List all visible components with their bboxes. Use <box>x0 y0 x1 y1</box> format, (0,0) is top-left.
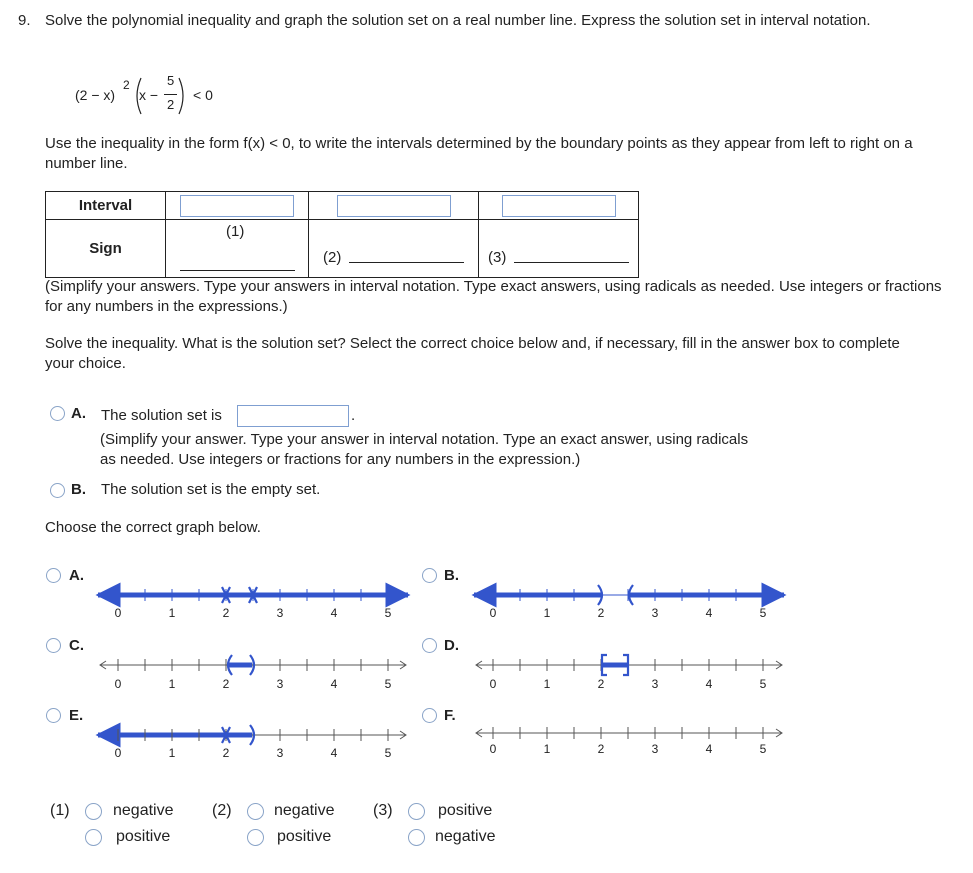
sign-blank-label-1: (1) <box>226 223 245 240</box>
sign-1-positive-radio[interactable] <box>85 829 102 846</box>
inequality-exponent: 2 <box>123 78 130 92</box>
sign-2-positive-radio[interactable] <box>247 829 264 846</box>
graph-b-tick-3: 3 <box>651 606 659 620</box>
choice-a-text: The solution set is <box>101 407 222 424</box>
sign-2-negative-radio[interactable] <box>247 803 264 820</box>
choice-a-letter: A. <box>71 405 86 422</box>
question-prompt: Solve the polynomial inequality and graph the solution set on a real number line. Express the solution set in interval notation. <box>45 12 871 29</box>
graph-f-tick-3: 3 <box>651 742 659 756</box>
graph-e-letter: E. <box>69 707 84 724</box>
sign-group-3-label: (3) <box>373 802 393 819</box>
sign-group-2-label: (2) <box>212 802 232 819</box>
fraction-numerator: 5 <box>167 73 175 88</box>
graph-b-tick-5: 5 <box>759 606 767 620</box>
sign-2-positive-label: positive <box>277 828 332 845</box>
graph-d-tick-4: 4 <box>705 677 713 691</box>
graph-b <box>474 585 784 620</box>
question-number: 9. <box>18 12 31 29</box>
graph-prompt: Choose the correct graph below. <box>45 519 261 536</box>
graph-e-tick-3: 3 <box>276 746 284 760</box>
instruction-solve: Solve the inequality. What is the solution set? Select the correct choice below and, if necessary, fill in the answer box to complete your choice. <box>45 335 900 372</box>
sign-3-positive-label: positive <box>438 802 493 819</box>
graph-c-tick-5: 5 <box>384 677 392 691</box>
graph-b-tick-1: 1 <box>543 606 551 620</box>
graph-f <box>476 727 782 756</box>
graph-b-tick-0: 0 <box>489 606 497 620</box>
graph-e-tick-4: 4 <box>330 746 338 760</box>
graph-e-tick-labels <box>115 746 392 760</box>
sign-3-negative-radio[interactable] <box>408 829 425 846</box>
graph-a-tick-labels <box>115 606 392 620</box>
graph-a-tick-1: 1 <box>168 606 176 620</box>
choice-b-text: The solution set is the empty set. <box>101 481 321 498</box>
graph-a <box>98 587 408 620</box>
inequality-left: (2 − x) <box>75 87 116 103</box>
graph-d-tick-2: 2 <box>597 677 605 691</box>
graph-e-tick-5: 5 <box>384 746 392 760</box>
graph-c-tick-0: 0 <box>114 677 122 691</box>
graph-f-tick-labels <box>490 742 767 756</box>
inequality-relation: < 0 <box>193 87 213 103</box>
graph-b-tick-2: 2 <box>597 606 605 620</box>
sign-1-positive-label: positive <box>116 828 171 845</box>
graph-e-tick-1: 1 <box>168 746 176 760</box>
sign-group-1-label: (1) <box>50 802 70 819</box>
graph-c-tick-1: 1 <box>168 677 176 691</box>
graph-a-tick-0: 0 <box>114 606 122 620</box>
graph-d-tick-labels <box>490 677 767 691</box>
graph-b-tick-4: 4 <box>705 606 713 620</box>
choice-a-period: . <box>351 407 356 424</box>
graph-f-tick-0: 0 <box>489 742 497 756</box>
graph-e-tick-0: 0 <box>114 746 122 760</box>
graph-e <box>98 725 406 760</box>
graph-d-tick-1: 1 <box>543 677 551 691</box>
instruction-intervals: Use the inequality in the form f(x) < 0, to write the intervals determined by the boundary points as they appear from left to right on a number line. <box>45 135 913 172</box>
graph-f-tick-2: 2 <box>597 742 605 756</box>
graph-a-tick-4: 4 <box>330 606 338 620</box>
graph-f-tick-1: 1 <box>543 742 551 756</box>
graph-d-tick-0: 0 <box>489 677 497 691</box>
sign-3-positive-radio[interactable] <box>408 803 425 820</box>
graph-e-tick-2: 2 <box>222 746 230 760</box>
graph-a-tick-3: 3 <box>276 606 284 620</box>
graph-c <box>100 655 406 691</box>
sign-blank-label-2: (2) <box>323 249 342 266</box>
graph-f-tick-5: 5 <box>759 742 767 756</box>
graph-d <box>476 655 782 691</box>
graph-d-letter: D. <box>444 637 459 654</box>
sign-blank-label-3: (3) <box>488 249 507 266</box>
graph-c-tick-2: 2 <box>222 677 230 691</box>
hint-intervals: (Simplify your answers. Type your answers in interval notation. Type exact answers, using radicals as needed. Use integers or fractions for any numbers in the expressions.) <box>45 278 942 315</box>
graph-c-letter: C. <box>69 637 84 654</box>
graph-c-tick-4: 4 <box>330 677 338 691</box>
fraction-denominator: 2 <box>167 97 175 112</box>
sign-1-negative-radio[interactable] <box>85 803 102 820</box>
graph-c-tick-3: 3 <box>276 677 284 691</box>
graph-b-letter: B. <box>444 567 459 584</box>
choice-a-hint: (Simplify your answer. Type your answer in interval notation. Type an exact answer, using radicals as needed. Use integers or fractions for any numbers in the expression.) <box>100 431 749 468</box>
sign-2-negative-label: negative <box>274 802 335 819</box>
graph-c-tick-labels <box>115 677 392 691</box>
interval-header: Interval <box>46 192 166 220</box>
choice-b-letter: B. <box>71 481 86 498</box>
inequality-x: x − <box>139 87 159 103</box>
sign-header: Sign <box>46 220 166 278</box>
graph-d-tick-3: 3 <box>651 677 659 691</box>
graph-f-letter: F. <box>444 707 456 724</box>
graph-d-tick-5: 5 <box>759 677 767 691</box>
sign-1-negative-label: negative <box>113 802 174 819</box>
sign-3-negative-label: negative <box>435 828 496 845</box>
graph-a-tick-2: 2 <box>222 606 230 620</box>
graph-b-tick-labels <box>490 606 767 620</box>
graph-a-letter: A. <box>69 567 84 584</box>
graph-f-tick-4: 4 <box>705 742 713 756</box>
graph-a-tick-5: 5 <box>384 606 392 620</box>
